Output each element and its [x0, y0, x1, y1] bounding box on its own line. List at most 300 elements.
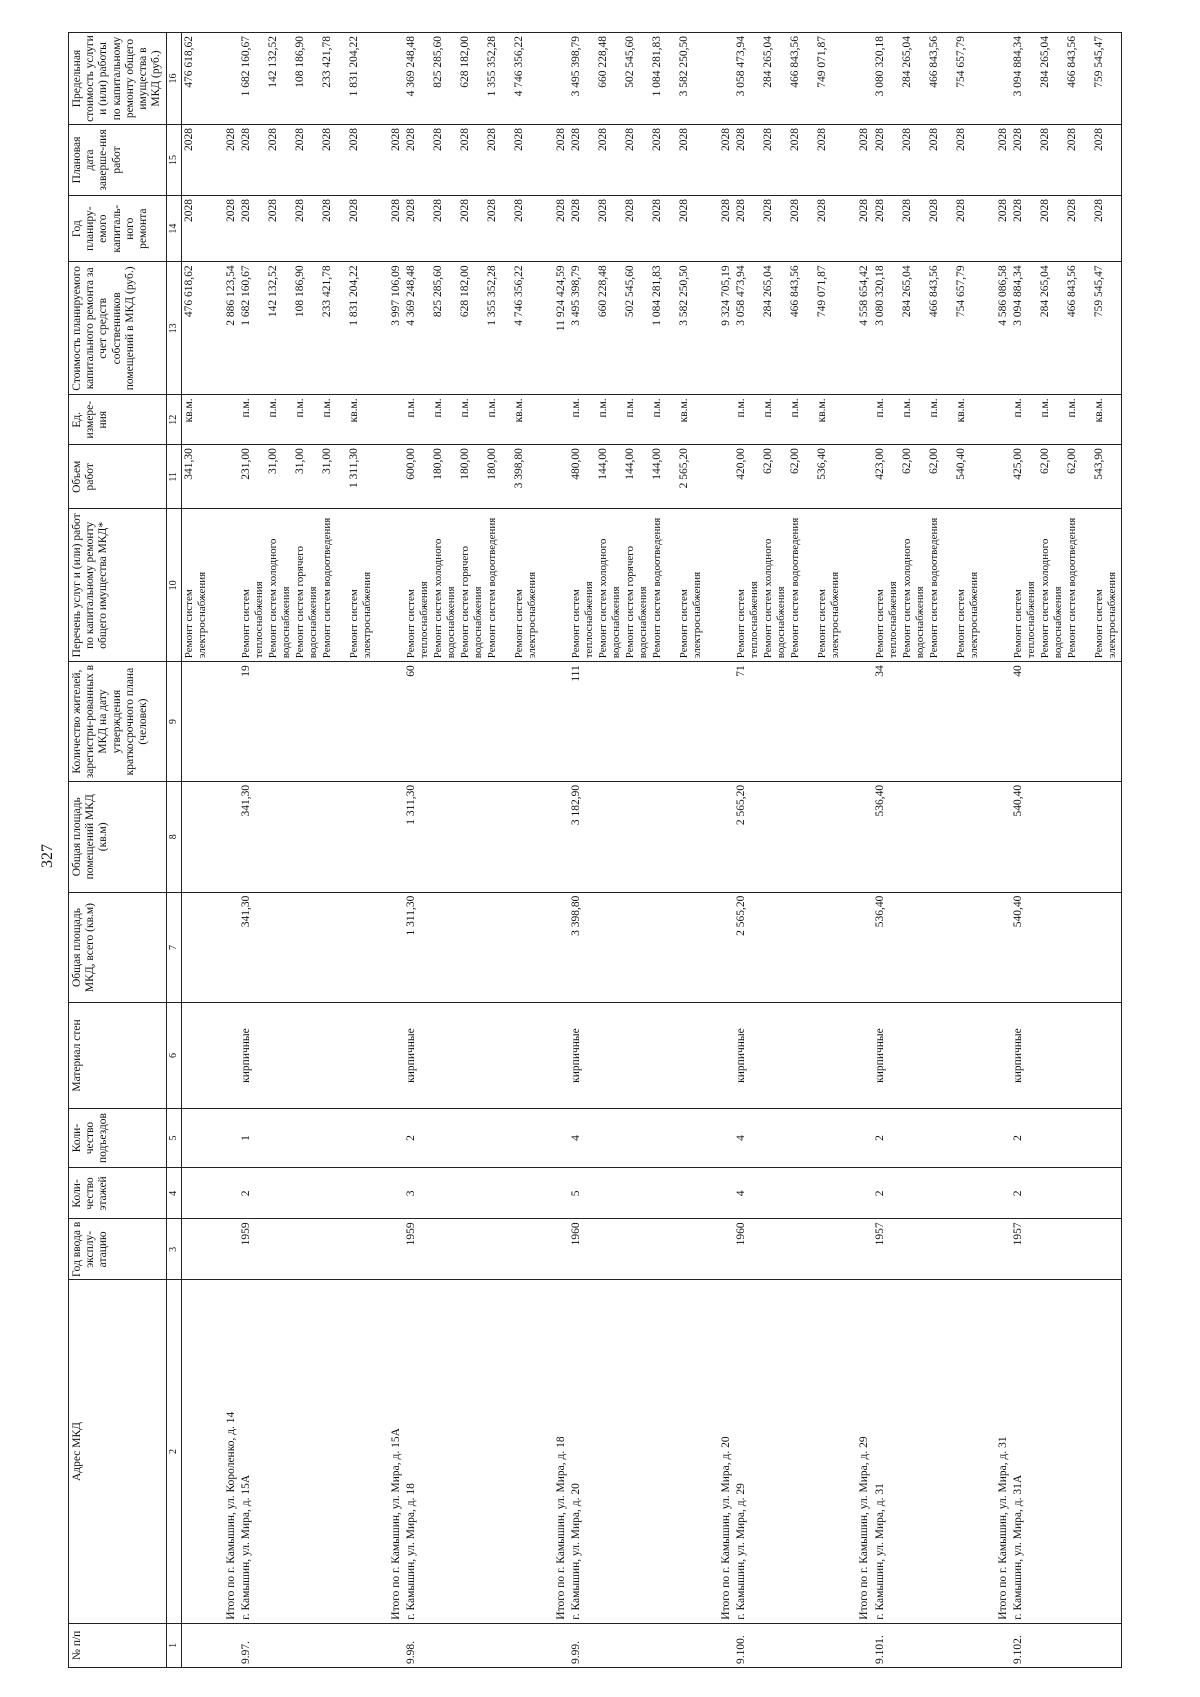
empty-cell: [211, 395, 239, 445]
commission-year: 1960: [734, 1219, 844, 1280]
empty-cell: [541, 781, 569, 892]
header-cell: Адрес МКД: [69, 1280, 167, 1623]
limit-value: 3 495 398,79: [570, 36, 583, 97]
area-total: 1 311,30: [404, 892, 541, 1003]
date-value: 2028: [954, 128, 967, 152]
date-value: 2028: [404, 128, 417, 152]
address: г. Камышин, ул. Мира, д. 15А: [239, 1280, 376, 1623]
year-value: 2028: [816, 198, 829, 222]
work-item-cell: [734, 509, 844, 662]
date-value: 2028: [900, 128, 913, 152]
empty-cell: [376, 1623, 404, 1667]
work-item: Ремонт систем водоотведения: [485, 517, 498, 659]
limit-value-cell: [239, 33, 376, 125]
column-number-cell: 12: [166, 395, 181, 445]
unit-value: п.м.: [597, 398, 610, 418]
work-item: Ремонт систем холодного водоснабжения: [597, 538, 623, 659]
unit-value-cell: [404, 395, 541, 445]
work-item: Ремонт систем электроснабжения: [182, 571, 208, 659]
year-value: 2028: [239, 198, 252, 222]
empty-cell: [376, 1003, 404, 1108]
column-number-cell: 8: [166, 781, 181, 892]
empty-cell: [844, 781, 872, 892]
header-cell: Коли-чество этажей: [69, 1168, 167, 1219]
volume-value-cell: [181, 445, 211, 509]
residents-count: 60: [404, 662, 541, 782]
cost-value: 3 058 473,94: [735, 265, 748, 326]
volume-value: 536,40: [816, 448, 829, 480]
work-item-cell: [181, 509, 211, 662]
date-value: 2028: [927, 128, 940, 152]
year-value: 2028: [651, 198, 664, 222]
work-item: Ремонт систем электроснабжения: [1092, 571, 1118, 659]
commission-year: 1957: [1011, 1219, 1122, 1280]
year-value: 2028: [512, 198, 525, 222]
total-label: Итого по г. Камышин, ул. Мира, д. 29: [844, 1280, 872, 1623]
year-value-cell: [404, 195, 541, 261]
limit-value: 825 285,60: [431, 36, 444, 88]
unit-value: кв.м.: [1092, 398, 1105, 423]
year-value: 2028: [762, 198, 775, 222]
volume-value: 144,00: [597, 448, 610, 480]
volume-value: 425,00: [1011, 448, 1024, 480]
wall-material: кирпичные: [569, 1003, 706, 1108]
empty-cell: [844, 1168, 872, 1219]
volume-value-cell: [404, 445, 541, 509]
total-label: Итого по г. Камышин, ул. Мира, д. 18: [541, 1280, 569, 1623]
work-item: Ремонт систем горячего водоснабжения: [624, 545, 650, 659]
total-row: [376, 33, 404, 1668]
empty-cell: [983, 662, 1011, 782]
area-total: 536,40: [873, 892, 983, 1003]
date-value: 2028: [458, 128, 471, 152]
column-number-cell: 3: [166, 1219, 181, 1280]
floors-count: 2: [873, 1168, 983, 1219]
volume-value: 144,00: [651, 448, 664, 480]
work-item-cell: [239, 509, 376, 662]
volume-value: 3 398,80: [512, 448, 525, 489]
empty-cell: [706, 892, 734, 1003]
header-cell: Количество жителей, зарегистри-рованных в МКД на дату утверждения краткосрочного плана (человек): [69, 662, 167, 782]
year-value: 2028: [431, 198, 444, 222]
date-value: 2028: [485, 128, 498, 152]
cost-value-cell: [1011, 262, 1122, 395]
total-label: Итого по г. Камышин, ул. Мира, д. 15А: [376, 1280, 404, 1623]
empty-cell: [211, 1003, 239, 1108]
limit-value: 3 080 320,18: [873, 36, 886, 97]
date-value-cell: [569, 125, 706, 196]
empty-cell: [844, 509, 872, 662]
empty-cell: [706, 662, 734, 782]
cost-value: 628 182,00: [458, 265, 471, 318]
unit-value: п.м.: [900, 398, 913, 418]
empty-cell: [844, 1108, 872, 1168]
row-number: 9.101.: [873, 1623, 983, 1667]
empty-cell: [706, 509, 734, 662]
cost-value-cell: [404, 262, 541, 395]
row-number: 9.98.: [404, 1623, 541, 1667]
unit-value-cell: [873, 395, 983, 445]
unit-value: п.м.: [762, 398, 775, 418]
unit-value: п.м.: [1011, 398, 1024, 418]
cost-value-cell: [734, 262, 844, 395]
year-value: 2028: [458, 198, 471, 222]
empty-cell: [983, 1108, 1011, 1168]
header-cell: Плановая дата заверше-ния работ: [69, 125, 167, 196]
empty-cell: [376, 445, 404, 509]
work-item: Ремонт систем электроснабжения: [954, 571, 980, 659]
empty-cell: [376, 395, 404, 445]
cost-value: 3 495 398,79: [570, 265, 583, 326]
repair-plan-table: [68, 32, 1122, 1668]
address: г. Камышин, ул. Мира, д. 18: [404, 1280, 541, 1623]
column-number-cell: 14: [166, 195, 181, 261]
work-item: Ремонт систем горячего водоснабжения: [293, 545, 319, 659]
commission-year: 1959: [404, 1219, 541, 1280]
work-item: Ремонт систем теплоснабжения: [570, 581, 596, 659]
work-item: Ремонт систем водоотведения: [651, 517, 664, 659]
total-cost: 3 997 106,09: [376, 262, 404, 395]
header-cell: Материал стен: [69, 1003, 167, 1108]
volume-value: 540,40: [954, 448, 967, 480]
commission-year: 1957: [873, 1219, 983, 1280]
header-cell: Перечень услуг и (или) работ по капитальному ремонту общего имущества МКД*: [69, 509, 167, 662]
empty-cell: [211, 445, 239, 509]
empty-cell: [844, 662, 872, 782]
total-cost: 2 886 123,54: [211, 262, 239, 395]
year-value: 2028: [570, 198, 583, 222]
empty-cell: [706, 1168, 734, 1219]
empty-cell: [181, 1280, 211, 1623]
total-date: 2028: [211, 125, 239, 196]
cost-value: 284 265,04: [1038, 265, 1051, 318]
limit-value: 759 545,47: [1092, 36, 1105, 88]
date-value: 2028: [1011, 128, 1024, 152]
unit-value-cell: [181, 395, 211, 445]
table-row: [181, 33, 211, 1668]
date-value-cell: [404, 125, 541, 196]
house-row: [404, 33, 541, 1668]
header-cell: Общая площадь помещений МКД (кв.м): [69, 781, 167, 892]
empty-cell: [983, 892, 1011, 1003]
limit-value: 466 843,56: [789, 36, 802, 88]
work-item: Ремонт систем теплоснабжения: [873, 581, 899, 659]
house-row: [734, 33, 844, 1668]
unit-value: кв.м.: [347, 398, 360, 423]
date-value: 2028: [320, 128, 333, 152]
area-total: 540,40: [1011, 892, 1122, 1003]
page-number: 327: [39, 844, 56, 868]
cost-value: 466 843,56: [789, 265, 802, 318]
empty-cell: [983, 1003, 1011, 1108]
empty-cell: [844, 33, 872, 125]
date-value: 2028: [512, 128, 525, 152]
limit-value: 233 421,78: [320, 36, 333, 88]
residents-count: 34: [873, 662, 983, 782]
residents-count: 40: [1011, 662, 1122, 782]
total-row: [844, 33, 872, 1668]
area-rooms: 341,30: [239, 781, 376, 892]
work-item: Ремонт систем теплоснабжения: [735, 581, 761, 659]
volume-value-cell: [239, 445, 376, 509]
unit-value: п.м.: [293, 398, 306, 418]
work-item: Ремонт систем теплоснабжения: [1011, 581, 1037, 659]
unit-value-cell: [734, 395, 844, 445]
empty-cell: [706, 1108, 734, 1168]
unit-value: п.м.: [735, 398, 748, 418]
commission-year: 1960: [569, 1219, 706, 1280]
unit-value-cell: [239, 395, 376, 445]
total-year: 2028: [706, 195, 734, 261]
limit-value: 284 265,04: [900, 36, 913, 88]
floors-count: 3: [404, 1168, 541, 1219]
empty-cell: [211, 1168, 239, 1219]
header-cell: Год ввода в эксплу-атацию: [69, 1219, 167, 1280]
total-row: [541, 33, 569, 1668]
limit-value-cell: [181, 33, 211, 125]
date-value-cell: [239, 125, 376, 196]
empty-cell: [844, 1623, 872, 1667]
area-rooms: 3 182,90: [569, 781, 706, 892]
house-row: [569, 33, 706, 1668]
limit-value: 502 545,60: [624, 36, 637, 88]
total-date: 2028: [706, 125, 734, 196]
work-item: Ремонт систем водоотведения: [927, 517, 940, 659]
unit-value: п.м.: [927, 398, 940, 418]
volume-value: 62,00: [762, 448, 775, 475]
wall-material: кирпичные: [734, 1003, 844, 1108]
residents-count: 19: [239, 662, 376, 782]
limit-value: 3 094 884,34: [1011, 36, 1024, 97]
unit-value: п.м.: [651, 398, 664, 418]
work-item-cell: [404, 509, 541, 662]
volume-value: 423,00: [873, 448, 886, 480]
empty-cell: [376, 781, 404, 892]
empty-cell: [844, 445, 872, 509]
limit-value: 3 582 250,50: [678, 36, 691, 97]
volume-value: 341,30: [182, 448, 195, 480]
empty-cell: [541, 1168, 569, 1219]
empty-cell: [376, 509, 404, 662]
work-item: Ремонт систем теплоснабжения: [239, 581, 265, 659]
volume-value: 1 311,30: [347, 448, 360, 488]
year-value: 2028: [624, 198, 637, 222]
area-total: 3 398,80: [569, 892, 706, 1003]
empty-cell: [983, 33, 1011, 125]
unit-value: п.м.: [1065, 398, 1078, 418]
date-value: 2028: [789, 128, 802, 152]
volume-value: 62,00: [900, 448, 913, 475]
empty-cell: [706, 1219, 734, 1280]
year-value: 2028: [927, 198, 940, 222]
date-value: 2028: [182, 128, 195, 152]
empty-cell: [376, 1219, 404, 1280]
total-row: [983, 33, 1011, 1668]
date-value: 2028: [1038, 128, 1051, 152]
header-cell: Предельная стоимость услуги и (или) работы по капитальному ремонту общего имущества в МКД (руб.): [69, 33, 167, 125]
cost-value: 825 285,60: [431, 265, 444, 318]
total-date: 2028: [376, 125, 404, 196]
date-value: 2028: [1092, 128, 1105, 152]
limit-value-cell: [1011, 33, 1122, 125]
cost-value: 3 080 320,18: [873, 265, 886, 326]
limit-value-cell: [404, 33, 541, 125]
year-value-cell: [734, 195, 844, 261]
area-total: 2 565,20: [734, 892, 844, 1003]
cost-value: 1 355 352,28: [485, 265, 498, 326]
empty-cell: [376, 33, 404, 125]
area-total: 341,30: [239, 892, 376, 1003]
empty-cell: [541, 395, 569, 445]
work-item-cell: [873, 509, 983, 662]
entrances-count: 4: [734, 1108, 844, 1168]
cost-value: 754 657,79: [954, 265, 967, 318]
header-cell: Объем работ: [69, 445, 167, 509]
empty-cell: [541, 33, 569, 125]
work-item: Ремонт систем водоотведения: [789, 517, 802, 659]
limit-value: 4 369 248,48: [404, 36, 417, 97]
cost-value: 284 265,04: [900, 265, 913, 318]
limit-value: 4 746 356,22: [512, 36, 525, 97]
column-number-cell: 2: [166, 1280, 181, 1623]
empty-cell: [211, 1219, 239, 1280]
limit-value: 1 682 160,67: [239, 36, 252, 97]
empty-cell: [844, 892, 872, 1003]
empty-cell: [706, 1003, 734, 1108]
empty-cell: [541, 1108, 569, 1168]
cost-value-cell: [569, 262, 706, 395]
empty-cell: [181, 1003, 211, 1108]
unit-value: кв.м.: [678, 398, 691, 423]
date-value: 2028: [347, 128, 360, 152]
work-item-cell: [569, 509, 706, 662]
column-number-cell: 6: [166, 1003, 181, 1108]
year-value: 2028: [900, 198, 913, 222]
total-date: 2028: [844, 125, 872, 196]
limit-value: 628 182,00: [458, 36, 471, 88]
cost-value: 142 132,52: [266, 265, 279, 318]
empty-cell: [844, 395, 872, 445]
column-number-cell: 11: [166, 445, 181, 509]
column-number-cell: 16: [166, 33, 181, 125]
unit-value: кв.м.: [512, 398, 525, 423]
cost-value: 660 228,48: [597, 265, 610, 318]
empty-cell: [844, 1003, 872, 1108]
row-number: 9.99.: [569, 1623, 706, 1667]
volume-value-cell: [1011, 445, 1122, 509]
column-number-cell: 4: [166, 1168, 181, 1219]
floors-count: 2: [1011, 1168, 1122, 1219]
cost-value: 3 582 250,50: [678, 265, 691, 326]
empty-cell: [706, 33, 734, 125]
entrances-count: 1: [239, 1108, 376, 1168]
work-item: Ремонт систем водоотведения: [1065, 517, 1078, 659]
volume-value: 31,00: [266, 448, 279, 475]
volume-value: 62,00: [1038, 448, 1051, 475]
area-rooms: 1 311,30: [404, 781, 541, 892]
empty-cell: [376, 1168, 404, 1219]
empty-cell: [983, 445, 1011, 509]
year-value: 2028: [404, 198, 417, 222]
volume-value: 62,00: [789, 448, 802, 475]
wall-material: кирпичные: [404, 1003, 541, 1108]
work-item: Ремонт систем холодного водоснабжения: [900, 538, 926, 659]
volume-value-cell: [734, 445, 844, 509]
limit-value: 108 186,90: [293, 36, 306, 88]
cost-value: 284 265,04: [762, 265, 775, 318]
volume-value: 180,00: [485, 448, 498, 480]
empty-cell: [541, 1003, 569, 1108]
house-row: [1011, 33, 1122, 1668]
column-number-cell: 15: [166, 125, 181, 196]
empty-cell: [983, 1168, 1011, 1219]
date-value: 2028: [678, 128, 691, 152]
empty-cell: [376, 892, 404, 1003]
cost-value: 1 682 160,67: [239, 265, 252, 326]
year-value: 2028: [597, 198, 610, 222]
empty-cell: [211, 781, 239, 892]
column-number-cell: 1: [166, 1623, 181, 1667]
area-rooms: 540,40: [1011, 781, 1122, 892]
floors-count: 2: [239, 1168, 376, 1219]
column-number-cell: 10: [166, 509, 181, 662]
year-value: 2028: [1065, 198, 1078, 222]
date-value: 2028: [735, 128, 748, 152]
cost-value: 466 843,56: [1065, 265, 1078, 318]
year-value: 2028: [182, 198, 195, 222]
column-number-cell: 9: [166, 662, 181, 782]
volume-value: 31,00: [320, 448, 333, 475]
header-cell: Общая площадь МКД, всего (кв.м): [69, 892, 167, 1003]
floors-count: 5: [569, 1168, 706, 1219]
empty-cell: [706, 395, 734, 445]
date-value-cell: [181, 125, 211, 196]
row-number: 9.102.: [1011, 1623, 1122, 1667]
year-value: 2028: [735, 198, 748, 222]
empty-cell: [706, 781, 734, 892]
address: г. Камышин, ул. Мира, д. 20: [569, 1280, 706, 1623]
cost-value-cell: [239, 262, 376, 395]
date-value: 2028: [239, 128, 252, 152]
empty-cell: [211, 33, 239, 125]
unit-value-cell: [569, 395, 706, 445]
total-label: Итого по г. Камышин, ул. Короленко, д. 14: [211, 1280, 239, 1623]
wall-material: кирпичные: [239, 1003, 376, 1108]
floors-count: 4: [734, 1168, 844, 1219]
cost-value: 759 545,47: [1092, 265, 1105, 318]
year-value: 2028: [266, 198, 279, 222]
work-item: Ремонт систем холодного водоснабжения: [762, 538, 788, 659]
commission-year: 1959: [239, 1219, 376, 1280]
date-value: 2028: [266, 128, 279, 152]
work-item: Ремонт систем электроснабжения: [347, 571, 373, 659]
empty-cell: [211, 892, 239, 1003]
column-number-cell: 5: [166, 1108, 181, 1168]
residents-count: 111: [569, 662, 706, 782]
unit-value: п.м.: [570, 398, 583, 418]
total-date: 2028: [983, 125, 1011, 196]
row-number: 9.97.: [239, 1623, 376, 1667]
total-year: 2028: [844, 195, 872, 261]
column-number-cell: 13: [166, 262, 181, 395]
total-year: 2028: [211, 195, 239, 261]
unit-value: п.м.: [239, 398, 252, 418]
year-value: 2028: [347, 198, 360, 222]
date-value: 2028: [1065, 128, 1078, 152]
cost-value: 3 094 884,34: [1011, 265, 1024, 326]
date-value-cell: [734, 125, 844, 196]
empty-cell: [211, 662, 239, 782]
